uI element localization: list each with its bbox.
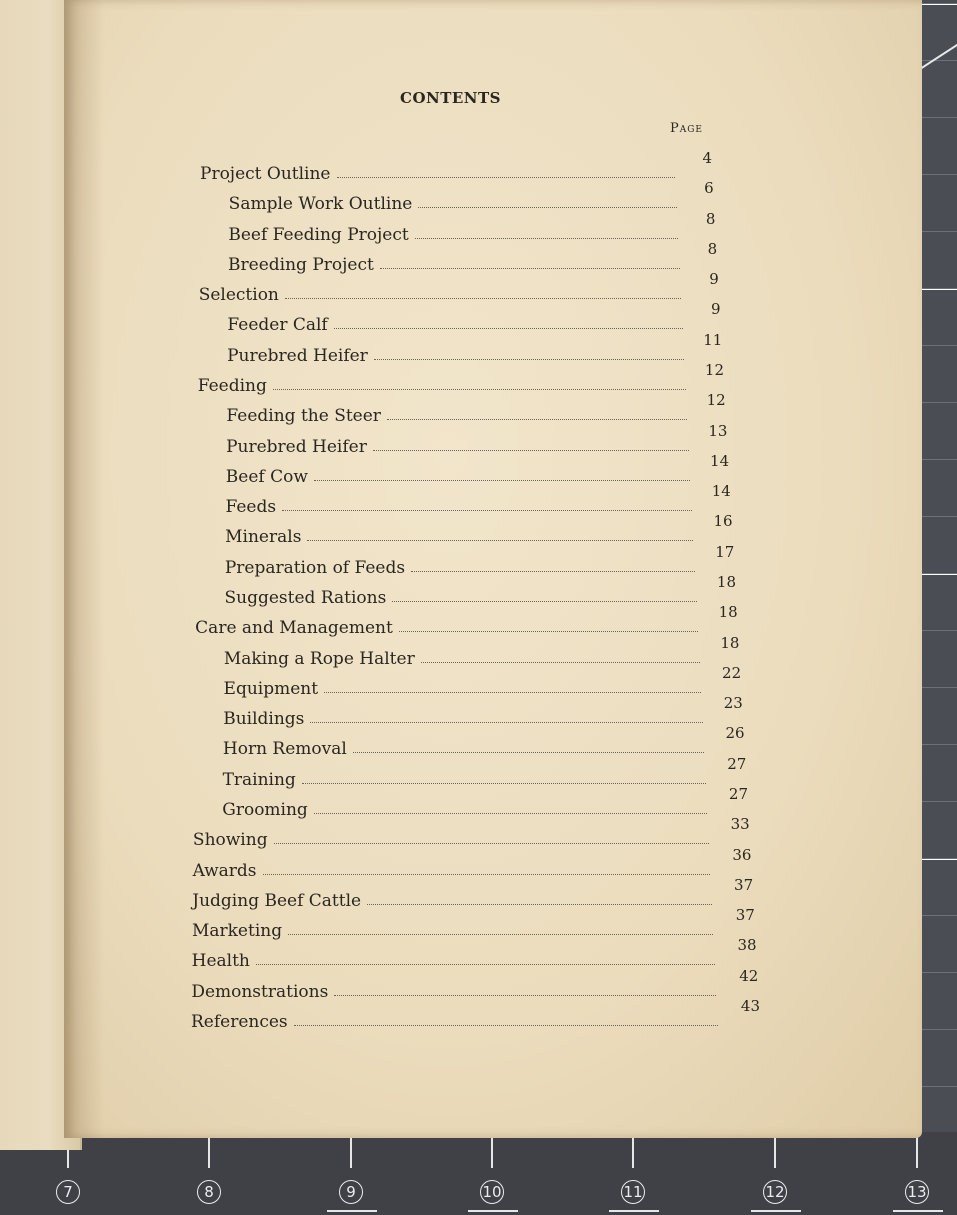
toc-entry-label: Feeder Calf [227, 315, 328, 336]
ruler-number: 8 [197, 1180, 221, 1204]
toc-subentry [228, 251, 680, 275]
toc-page-number: 18 [720, 633, 740, 652]
toc-entry-label: Judging Beef Cattle [192, 890, 362, 911]
toc-leader-dots [392, 601, 696, 602]
ruler-strip [0, 1132, 957, 1215]
toc-page-number: 17 [715, 542, 735, 561]
toc-page-number: 16 [713, 512, 733, 531]
toc-page-number: 42 [739, 966, 759, 985]
toc-leader-dots [285, 298, 681, 299]
ruler-number: 11 [621, 1180, 645, 1204]
toc-subentry [226, 463, 691, 487]
toc-page-number: 23 [723, 694, 743, 713]
ruler-number: 9 [339, 1180, 363, 1204]
ruler-underline [327, 1210, 377, 1212]
toc-subentry [223, 705, 702, 729]
toc-page-number: 9 [709, 270, 719, 289]
toc-page-number: 18 [716, 573, 736, 591]
toc-entry-label: Awards [192, 860, 257, 881]
toc-subentry [226, 433, 689, 457]
toc-leader-dots [310, 722, 702, 723]
toc-entry-label: Training [222, 769, 296, 790]
ruler-number: 7 [56, 1180, 80, 1204]
toc-leader-dots [421, 662, 700, 663]
toc-page-number: 33 [730, 815, 750, 834]
toc-entry-label: Suggested Rations [224, 588, 387, 608]
toc-leader-dots [302, 783, 706, 784]
toc-entry-label: Breeding Project [228, 254, 374, 275]
ruler-number: 12 [763, 1180, 787, 1204]
toc-page-number: 37 [734, 875, 754, 894]
toc-page-number: 22 [722, 663, 742, 682]
toc-entry-label: Sample Work Outline [228, 194, 413, 215]
toc-page-number: 12 [706, 391, 726, 410]
toc-entry-label: Purebred Heifer [226, 436, 367, 457]
page-title: CONTENTS [400, 89, 502, 107]
toc-leader-dots [334, 328, 683, 329]
toc-entry-label: Feeds [225, 497, 277, 518]
toc-leader-dots [263, 874, 711, 875]
toc-subentry [224, 675, 702, 699]
toc-leader-dots [274, 843, 709, 844]
toc-subentry [223, 735, 704, 759]
page-spine-shadow [64, 0, 104, 1138]
toc-subentry [225, 584, 697, 608]
ruler-underline [751, 1210, 801, 1212]
toc-subentry [228, 221, 678, 245]
toc-page-number: 8 [705, 209, 716, 228]
toc-page-number: 26 [725, 724, 745, 743]
toc-entry-label: Demonstrations [191, 981, 329, 1002]
ruler-number: 13 [905, 1180, 929, 1204]
toc-entry [198, 372, 686, 396]
toc-leader-dots [387, 419, 687, 420]
toc-entry [192, 917, 713, 941]
toc-page-number: 12 [704, 361, 724, 379]
toc-page-number: 27 [728, 785, 748, 803]
toc-entry-label: Preparation of Feeds [224, 557, 406, 578]
toc-page-number: 38 [737, 936, 757, 955]
toc-leader-dots [373, 450, 689, 451]
toc-leader-dots [273, 389, 686, 390]
toc-entry [193, 857, 711, 881]
toc-leader-dots [418, 207, 676, 208]
toc-entry-label: Showing [192, 830, 268, 851]
toc-entry [200, 160, 675, 184]
toc-leader-dots [334, 995, 716, 996]
toc-entry-label: Minerals [225, 527, 302, 548]
toc-page-number: 13 [708, 421, 728, 440]
toc-leader-dots [294, 1025, 718, 1026]
toc-leader-dots [353, 752, 704, 753]
toc-page-number: 37 [735, 906, 755, 925]
ruler-number: 10 [480, 1180, 504, 1204]
toc-subentry [224, 645, 700, 669]
toc-leader-dots [324, 692, 701, 693]
toc-entry [192, 947, 715, 971]
toc-leader-dots [307, 540, 693, 541]
toc-entry-label: Selection [198, 285, 279, 306]
toc-entry-label: Feeding [197, 376, 267, 396]
toc-page-number: 27 [727, 754, 747, 773]
toc-entry-label: Beef Cow [225, 466, 308, 487]
toc-leader-dots [288, 934, 713, 935]
toc-page-number: 14 [710, 451, 730, 470]
toc-entry-label: Beef Feeding Project [228, 224, 409, 245]
toc-entry-label: Marketing [191, 921, 283, 942]
toc-subentry [227, 342, 684, 366]
toc-leader-dots [415, 238, 678, 239]
toc-page-number: 9 [711, 300, 721, 319]
toc-entry [191, 978, 716, 1002]
toc-leader-dots [337, 177, 676, 178]
toc-entry [192, 887, 712, 911]
toc-subentry [223, 766, 706, 790]
toc-entry-label: Health [191, 951, 250, 972]
toc-entry-label: Project Outline [200, 164, 331, 184]
toc-entry-label: References [191, 1012, 288, 1032]
toc-subentry [225, 523, 693, 547]
toc-leader-dots [367, 904, 712, 905]
toc-leader-dots [380, 268, 680, 269]
toc-entry [191, 1008, 718, 1032]
toc-leader-dots [256, 964, 715, 965]
toc-entry-label: Feeding the Steer [226, 406, 381, 427]
toc-entry-label: Making a Rope Halter [223, 648, 415, 669]
toc-entry [193, 826, 709, 850]
toc-subentry [226, 402, 687, 426]
toc-subentry [229, 190, 677, 214]
toc-page-number: 43 [740, 997, 760, 1015]
toc-subentry [225, 493, 691, 517]
toc-entry-label: Horn Removal [222, 739, 347, 760]
toc-page-number: 4 [702, 149, 712, 167]
toc-leader-dots [314, 813, 707, 814]
ruler-underline [893, 1210, 943, 1212]
toc-page-number: 18 [718, 603, 738, 622]
toc-entry-label: Purebred Heifer [227, 345, 368, 366]
ruler-underline [609, 1210, 659, 1212]
ruler-underline [468, 1210, 518, 1212]
toc-leader-dots [411, 571, 695, 572]
toc-page-number: 36 [732, 845, 752, 864]
toc-subentry [227, 311, 682, 335]
toc-page-number: 14 [711, 482, 731, 501]
toc-entry-label: Buildings [223, 709, 305, 730]
toc-leader-dots [374, 359, 684, 360]
toc-entry-label: Care and Management [195, 618, 393, 639]
toc-entry-label: Grooming [222, 800, 308, 820]
toc-entry [199, 281, 681, 305]
toc-leader-dots [282, 510, 692, 511]
toc-subentry [225, 554, 695, 578]
toc-entry [195, 614, 698, 638]
toc-page-number: 8 [707, 239, 718, 258]
page-column-header: Page [670, 121, 704, 136]
toc-page-number: 11 [703, 330, 723, 349]
toc-leader-dots [399, 631, 698, 632]
toc-subentry [222, 796, 707, 820]
toc-page-number: 6 [704, 179, 714, 198]
toc-entry-label: Equipment [223, 678, 319, 699]
toc-leader-dots [314, 480, 690, 481]
